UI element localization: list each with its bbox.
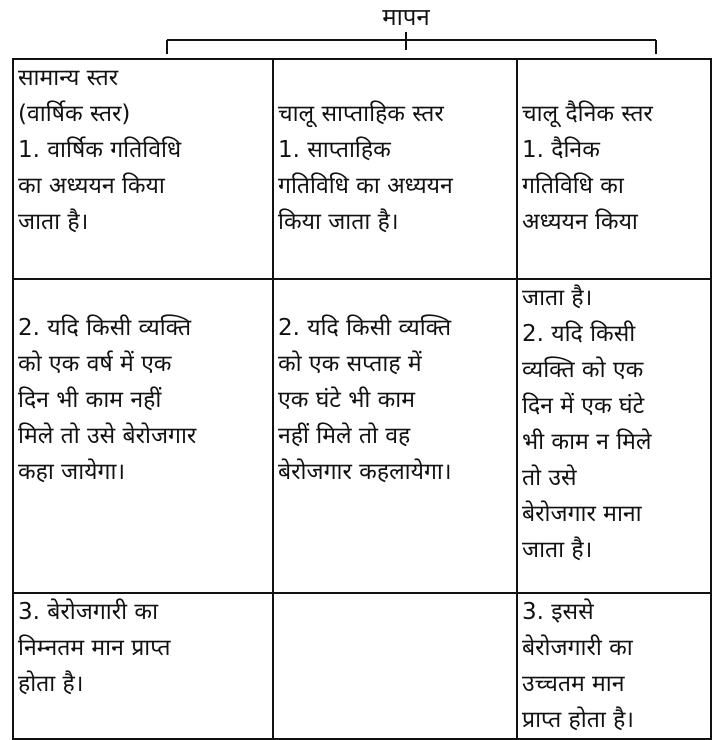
branch-bracket xyxy=(0,0,717,60)
table-cell: 3. बेरोजगारी का निम्नतम मान प्राप्त होता है। xyxy=(13,593,273,739)
measurement-heading: मापन xyxy=(382,3,430,31)
table-cell-empty xyxy=(273,593,517,739)
table-cell: 2. यदि किसी व्यक्ति को एक सप्ताह में एक घंटे भी काम नहीं मिले तो वह बेरोजगार कहलायेगा। xyxy=(273,279,517,593)
table-cell-general-level: सामान्य स्तर (वार्षिक स्तर) 1. वार्षिक गतिविधि का अध्ययन किया जाता है। xyxy=(13,59,273,279)
table-cell-daily-level: चालू दैनिक स्तर 1. दैनिक गतिविधि का अध्ययन किया xyxy=(517,59,711,279)
table-row xyxy=(13,279,711,593)
unemployment-measurement-table xyxy=(12,58,712,740)
table-cell: 3. इससे बेरोजगारी का उच्चतम मान प्राप्त होता है। xyxy=(517,593,711,739)
table-row xyxy=(13,59,711,279)
table-cell-weekly-level: चालू साप्ताहिक स्तर 1. साप्ताहिक गतिविधि का अध्ययन किया जाता है। xyxy=(273,59,517,279)
table-row xyxy=(13,593,711,739)
table-cell: जाता है। 2. यदि किसी व्यक्ति को एक दिन में एक घंटे भी काम न मिले तो उसे बेरोजगार माना जाता है। xyxy=(517,279,711,593)
table-cell: 2. यदि किसी व्यक्ति को एक वर्ष में एक दिन भी काम नहीं मिले तो उसे बेरोजगार कहा जायेगा। xyxy=(13,279,273,593)
